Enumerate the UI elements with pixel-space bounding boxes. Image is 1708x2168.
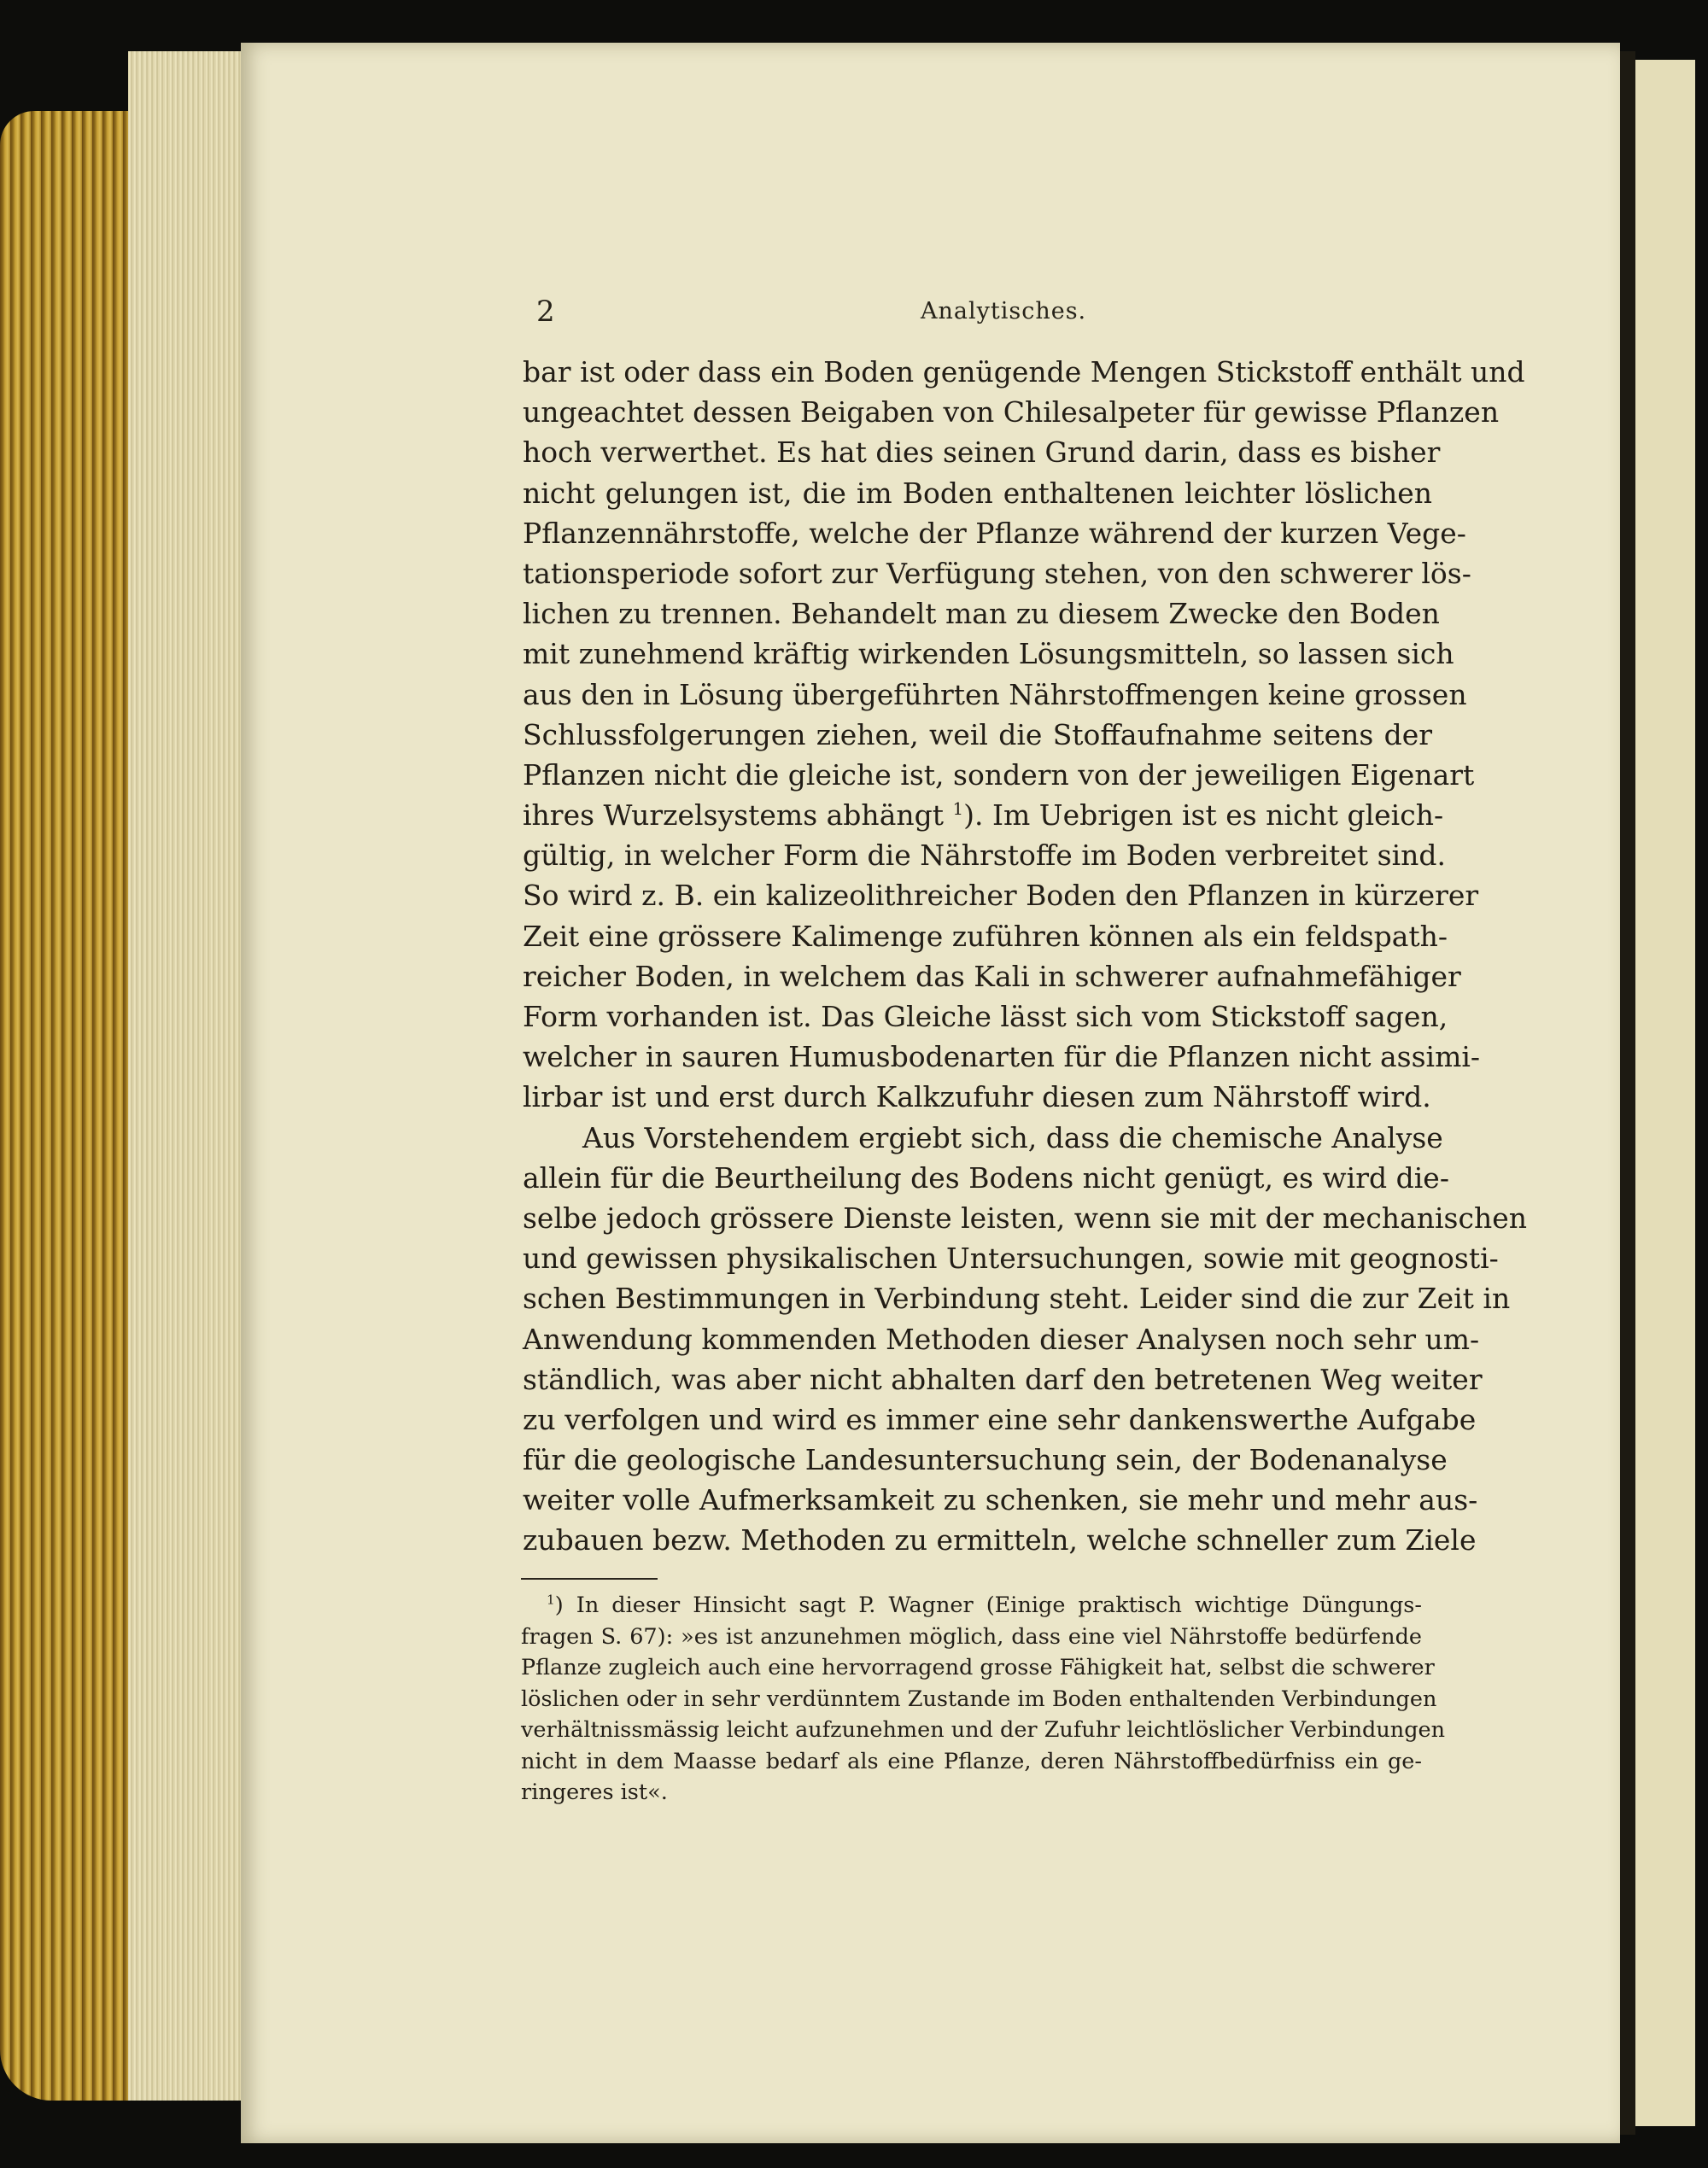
text-line: lichen zu trennen. Behandelt man zu diesem Zwecke den Boden — [523, 597, 1440, 631]
running-head — [536, 295, 1433, 337]
text-segment: ). Im Uebrigen ist es nicht gleich- — [963, 798, 1444, 833]
text-line: ständlich, was aber nicht abhalten darf den betretenen Weg weiter — [523, 1362, 1483, 1396]
text-line: für die geologische Landesuntersuchung sein, der Bodenanalyse — [523, 1443, 1448, 1477]
text-line: bar ist oder dass ein Boden genügende Mengen Stickstoff enthält und — [523, 355, 1525, 389]
text-line: tationsperiode sofort zur Verfügung stehen, von den schwerer lös- — [523, 556, 1471, 590]
footnote-line: nicht in dem Maasse bedarf als eine Pflanze, deren Nährstoffbedürfniss ein ge- — [521, 1748, 1422, 1774]
text-line: selbe jedoch grössere Dienste leisten, wenn sie mit der mechanischen — [523, 1201, 1527, 1235]
text-line: aus den in Lösung übergeführten Nährstoffmengen keine grossen — [523, 677, 1467, 711]
footnote-line: Pflanze zugleich auch eine hervorragend grosse Fähigkeit hat, selbst die schwerer — [521, 1655, 1435, 1680]
footnote-line: verhältnissmässig leicht aufzunehmen und der Zufuhr leichtlöslicher Verbindungen — [521, 1717, 1446, 1743]
text-line: Anwendung kommenden Methoden dieser Analysen noch sehr um- — [523, 1322, 1480, 1356]
footnote-first-line — [521, 1590, 1422, 1622]
text-line: welcher in sauren Humusbodenarten für die Pflanzen nicht assimi- — [523, 1040, 1481, 1074]
footnote-line: ringeres ist«. — [521, 1779, 668, 1805]
footnote-reference: 1 — [952, 799, 964, 820]
text-line: gültig, in welcher Form die Nährstoffe im Boden verbreitet sind. — [523, 839, 1447, 873]
footnote-line: löslichen oder in sehr verdünntem Zustande im Boden enthaltenden Verbindungen — [521, 1686, 1437, 1712]
book-page-stack — [128, 51, 248, 2101]
text-line: allein für die Beurtheilung des Bodens nicht genügt, es wird die- — [523, 1160, 1449, 1195]
book-gutter — [1620, 51, 1635, 2135]
text-line-with-footnote-ref — [523, 795, 1444, 835]
body-text — [523, 352, 1527, 1561]
page-number: 2 — [536, 295, 556, 329]
text-line: ungeachtet dessen Beigaben von Chilesalpeter für gewisse Pflanzen — [523, 395, 1500, 430]
text-line: Form vorhanden ist. Das Gleiche lässt sich vom Stickstoff sagen, — [523, 1000, 1448, 1033]
text-line: nicht gelungen ist, die im Boden enthaltenen leichter löslichen — [523, 476, 1432, 510]
text-line: und gewissen physikalischen Untersuchungen, sowie mit geognosti- — [523, 1242, 1499, 1276]
footnote — [521, 1590, 1446, 1809]
text-segment: ihres Wurzelsystems abhängt — [523, 798, 953, 833]
text-line: Schlussfolgerungen ziehen, weil die Stoffaufnahme seitens der — [523, 717, 1432, 751]
footnote-rule — [521, 1578, 658, 1580]
text-line: Zeit eine grössere Kalimenge zuführen können als ein feldspath- — [523, 919, 1448, 953]
running-head-title: Analytisches. — [921, 298, 1087, 324]
text-line: hoch verwerthet. Es hat dies seinen Grund darin, dass es bisher — [523, 435, 1441, 470]
text-line: lirbar ist und erst durch Kalkzufuhr diesen zum Nährstoff wird. — [523, 1080, 1431, 1114]
text-line: zu verfolgen und wird es immer eine sehr dankenswerthe Aufgabe — [523, 1402, 1477, 1436]
paragraph-start-line: Aus Vorstehendem ergiebt sich, dass die chemische Analyse — [582, 1120, 1443, 1154]
facing-page-edge — [1635, 60, 1695, 2126]
footnote-line: fragen S. 67): »es ist anzunehmen möglich, dass eine viel Nährstoffe bedürfende — [521, 1623, 1422, 1650]
text-line: mit zunehmend kräftig wirkenden Lösungsmitteln, so lassen sich — [523, 637, 1454, 671]
text-line: schen Bestimmungen in Verbindung steht. Leider sind die zur Zeit in — [523, 1282, 1511, 1316]
text-segment: ) In dieser Hinsicht sagt P. Wagner (Einige praktisch wichtige Düngungs- — [554, 1592, 1422, 1618]
text-line: zubauen bezw. Methoden zu ermitteln, welche schneller zum Ziele — [523, 1523, 1477, 1557]
text-line: So wird z. B. ein kalizeolithreicher Boden den Pflanzen in kürzerer — [523, 879, 1479, 913]
text-line: weiter volle Aufmerksamkeit zu schenken, sie mehr und mehr aus- — [523, 1483, 1478, 1517]
text-line: Pflanzennährstoffe, welche der Pflanze während der kurzen Vege- — [523, 516, 1466, 550]
footnote-marker: 1 — [547, 1592, 555, 1608]
text-line: reicher Boden, in welchem das Kali in schwerer aufnahmefähiger — [523, 959, 1461, 993]
text-line: Pflanzen nicht die gleiche ist, sondern von der jeweiligen Eigenart — [523, 757, 1475, 792]
